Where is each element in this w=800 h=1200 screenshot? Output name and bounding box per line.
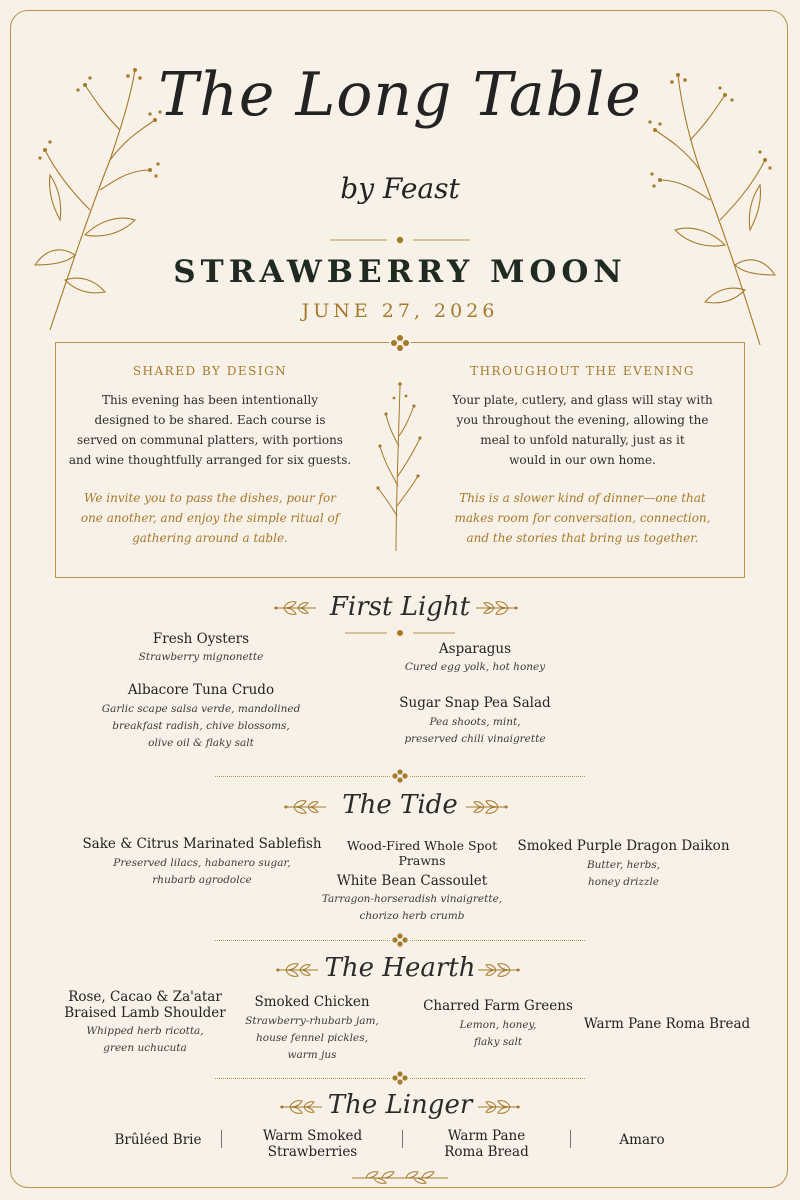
intro-right-line: would in our own home. <box>509 453 656 467</box>
dish-pane-roma-bread <box>582 1016 752 1032</box>
intro-right-heading: THROUGHOUT THE EVENING <box>470 364 695 378</box>
flower-icon <box>391 932 409 948</box>
intro-left-line: designed to be shared. Each course is <box>94 413 326 427</box>
dish-desc: Whipped herb ricotta, <box>86 1025 204 1037</box>
dish-asparagus <box>370 641 580 676</box>
dish-desc: honey drizzle <box>587 876 660 888</box>
linger-item-label: Warm Smoked <box>262 1128 363 1144</box>
dish-name: Charred Farm Greens <box>423 998 573 1014</box>
intro-left-italic: gathering around a table. <box>132 531 288 545</box>
dish-desc: preserved chili vinaigrette <box>404 733 546 745</box>
dish-name: Wood-Fired Whole Spot Prawns <box>346 838 498 868</box>
intro-left <box>65 364 355 548</box>
intro-left-line: This evening has been intentionally <box>101 393 319 407</box>
intro-right-line: you throughout the evening, allowing the <box>456 413 709 427</box>
intro-left-line: and wine thoughtfully arranged for six guests. <box>68 453 352 467</box>
dotted-divider <box>410 776 585 777</box>
leaf-sprig-icon <box>472 600 520 616</box>
linger-item-label: Amaro <box>619 1132 665 1148</box>
header-divider <box>325 233 475 247</box>
item-separator <box>402 1130 403 1148</box>
dish-fresh-oysters <box>100 631 302 666</box>
intro-left-heading: SHARED BY DESIGN <box>132 364 288 378</box>
dish-name: Albacore Tuna Crudo <box>127 682 275 698</box>
flower-icon <box>391 1070 409 1086</box>
dish-name: Fresh Oysters <box>152 631 250 647</box>
leaf-sprig-icon <box>474 1099 522 1115</box>
dish-name: Braised Lamb Shoulder <box>64 1005 226 1021</box>
linger-item-label: Warm Pane <box>447 1128 526 1144</box>
dish-sablefish <box>78 836 326 889</box>
dish-charred-greens <box>412 998 584 1051</box>
dish-desc: chorizo herb crumb <box>359 910 465 922</box>
center-sprig-icon <box>372 376 428 552</box>
intro-left-italic: We invite you to pass the dishes, pour for <box>84 491 336 505</box>
dish-desc: Butter, herbs, <box>586 859 661 871</box>
dish-desc: Strawberry-rhubarb jam, <box>245 1015 379 1027</box>
flower-icon <box>391 768 409 784</box>
dish-name: Warm Pane Roma Bread <box>583 1016 751 1032</box>
linger-item-bread <box>414 1128 559 1160</box>
leaf-sprig-icon <box>462 799 510 815</box>
dish-desc: Lemon, honey, <box>459 1019 537 1031</box>
section-title-the-hearth: The Hearth <box>324 953 476 983</box>
dish-desc: Garlic scape salsa verde, mandolined <box>101 703 301 715</box>
section-title-the-tide: The Tide <box>342 790 458 820</box>
restaurant-subtitle: by Feast <box>340 172 460 205</box>
linger-item-strawberries <box>240 1128 385 1160</box>
linger-item-label: Brûléed Brie <box>114 1132 202 1148</box>
event-name: STRAWBERRY MOON <box>173 254 627 290</box>
dish-desc: Preserved lilacs, habanero sugar, <box>113 857 291 869</box>
dish-name: Sugar Snap Pea Salad <box>399 695 551 711</box>
section-title-first-light: First Light <box>329 592 471 622</box>
dish-desc: rhubarb agrodolce <box>152 874 252 886</box>
intro-right-italic: makes room for conversation, connection, <box>454 511 711 525</box>
dotted-divider <box>410 1078 585 1079</box>
intro-right-line: Your plate, cutlery, and glass will stay with <box>452 393 713 407</box>
dish-name: Sake & Citrus Marinated Sablefish <box>82 836 322 852</box>
intro-left-italic: one another, and enjoy the simple ritual of <box>80 511 340 525</box>
dish-spot-prawns <box>322 838 522 868</box>
dish-desc: olive oil & flaky salt <box>148 737 254 749</box>
dish-desc: Pea shoots, mint, <box>429 716 521 728</box>
dish-white-bean-cassoulet <box>312 873 512 925</box>
linger-item-amaro <box>582 1132 702 1148</box>
bottom-laurel-icon <box>348 1168 452 1186</box>
heading-rule <box>95 367 325 375</box>
intro-right <box>430 364 735 548</box>
intro-right-italic: This is a slower kind of dinner—one that <box>459 491 706 505</box>
dish-albacore-tuna-crudo <box>85 682 317 752</box>
dotted-divider <box>410 940 585 941</box>
dish-name: Rose, Cacao & Za'atar <box>68 989 222 1005</box>
section-title-the-linger: The Linger <box>327 1090 473 1120</box>
dish-smoked-chicken <box>222 994 402 1064</box>
dish-name: Smoked Purple Dragon Daikon <box>517 838 730 854</box>
dish-desc: green uchucuta <box>103 1042 187 1054</box>
dish-name: White Bean Cassoulet <box>336 873 488 889</box>
dish-desc: warm jus <box>287 1049 337 1061</box>
intro-left-line: served on communal platters, with portions <box>77 433 343 447</box>
dish-braised-lamb <box>55 989 235 1057</box>
dish-desc: breakfast radish, chive blossoms, <box>112 720 290 732</box>
restaurant-title: The Long Table <box>158 60 642 130</box>
dish-dragon-daikon <box>516 838 731 891</box>
intro-right-line: meal to unfold naturally, just as it <box>480 433 685 447</box>
linger-item-label: Strawberries <box>267 1144 358 1160</box>
dish-sugar-snap-pea-salad <box>360 695 590 748</box>
dotted-divider <box>215 1078 390 1079</box>
dish-desc: Tarragon-horseradish vinaigrette, <box>321 893 503 905</box>
dish-desc: Strawberry mignonette <box>138 651 264 663</box>
leaf-sprig-icon <box>474 962 522 978</box>
dish-name: Smoked Chicken <box>254 994 370 1010</box>
dish-name: Asparagus <box>438 641 512 657</box>
event-date: JUNE 27, 2026 <box>301 300 499 322</box>
linger-item-label: Roma Bread <box>444 1144 529 1160</box>
intro-right-italic: and the stories that bring us together. <box>466 531 699 545</box>
flower-icon <box>389 333 411 353</box>
section-underline <box>345 627 455 639</box>
dish-desc: Cured egg yolk, hot honey <box>404 661 546 673</box>
item-separator <box>570 1130 571 1148</box>
linger-item-brie <box>88 1132 228 1148</box>
item-separator <box>221 1130 222 1148</box>
dotted-divider <box>215 776 390 777</box>
dish-desc: flaky salt <box>473 1036 523 1048</box>
dish-desc: house fennel pickles, <box>256 1032 368 1044</box>
dotted-divider <box>215 940 390 941</box>
